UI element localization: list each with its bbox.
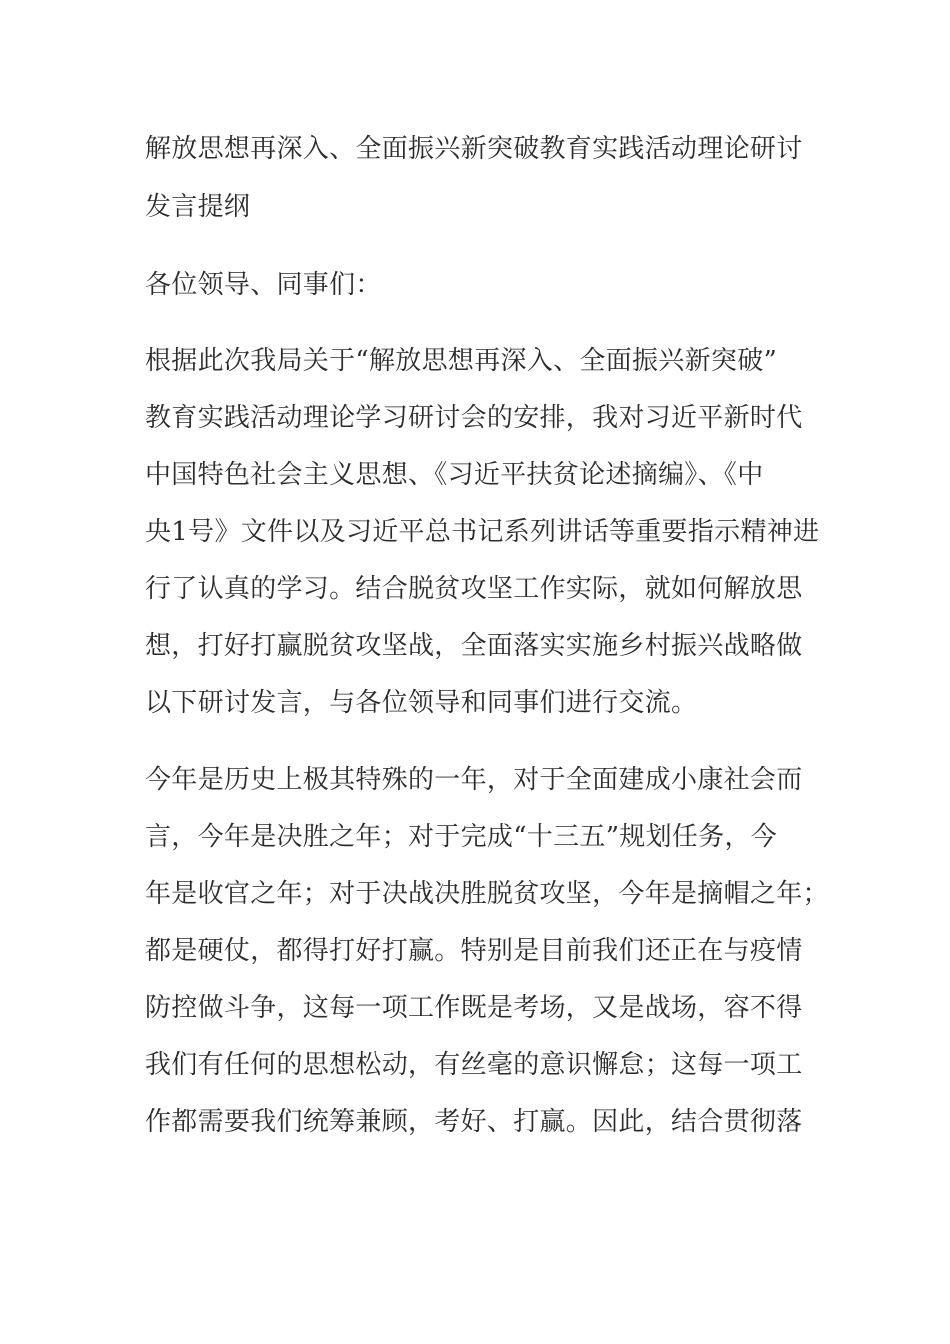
title-line-1: 解放思想再深入、全面振兴新突破教育实践活动理论研讨	[145, 134, 803, 164]
paragraph1-line-5: 行了认真的学习。结合脱贫攻坚工作实际，就如何解放思	[145, 574, 803, 604]
paragraph2-line-6: 我们有任何的思想松动，有丝毫的意识懈怠；这每一项工	[145, 1050, 803, 1080]
paragraph2-line-7: 作都需要我们统筹兼顾，考好、打赢。因此，结合贯彻落	[145, 1107, 803, 1137]
paragraph2-line-3: 年是收官之年；对于决战决胜脱贫攻坚，今年是摘帽之年；	[145, 879, 829, 909]
paragraph1-line-4: 央1号》文件以及习近平总书记系列讲话等重要指示精神进	[145, 517, 820, 547]
paragraph1-line-1: 根据此次我局关于“解放思想再深入、全面振兴新突破”	[145, 346, 778, 376]
paragraph2-line-2: 言，今年是决胜之年；对于完成“十三五”规划任务，今	[145, 822, 778, 852]
paragraph1-line-7: 以下研讨发言，与各位领导和同事们进行交流。	[145, 688, 698, 718]
paragraph1-line-3: 中国特色社会主义思想、《习近平扶贫论述摘编》、《中	[145, 460, 764, 490]
paragraph2-line-5: 防控做斗争，这每一项工作既是考场，又是战场，容不得	[145, 993, 803, 1023]
paragraph1-line-6: 想，打好打赢脱贫攻坚战，全面落实实施乡村振兴战略做	[145, 631, 803, 661]
salutation: 各位领导、同事们：	[145, 270, 382, 300]
paragraph1-line-2: 教育实践活动理论学习研讨会的安排，我对习近平新时代	[145, 403, 803, 433]
paragraph2-line-4: 都是硬仗，都得打好打赢。特别是目前我们还正在与疫情	[145, 936, 803, 966]
paragraph2-line-1: 今年是历史上极其特殊的一年，对于全面建成小康社会而	[145, 765, 803, 795]
title-line-2: 发言提纲	[145, 192, 251, 222]
